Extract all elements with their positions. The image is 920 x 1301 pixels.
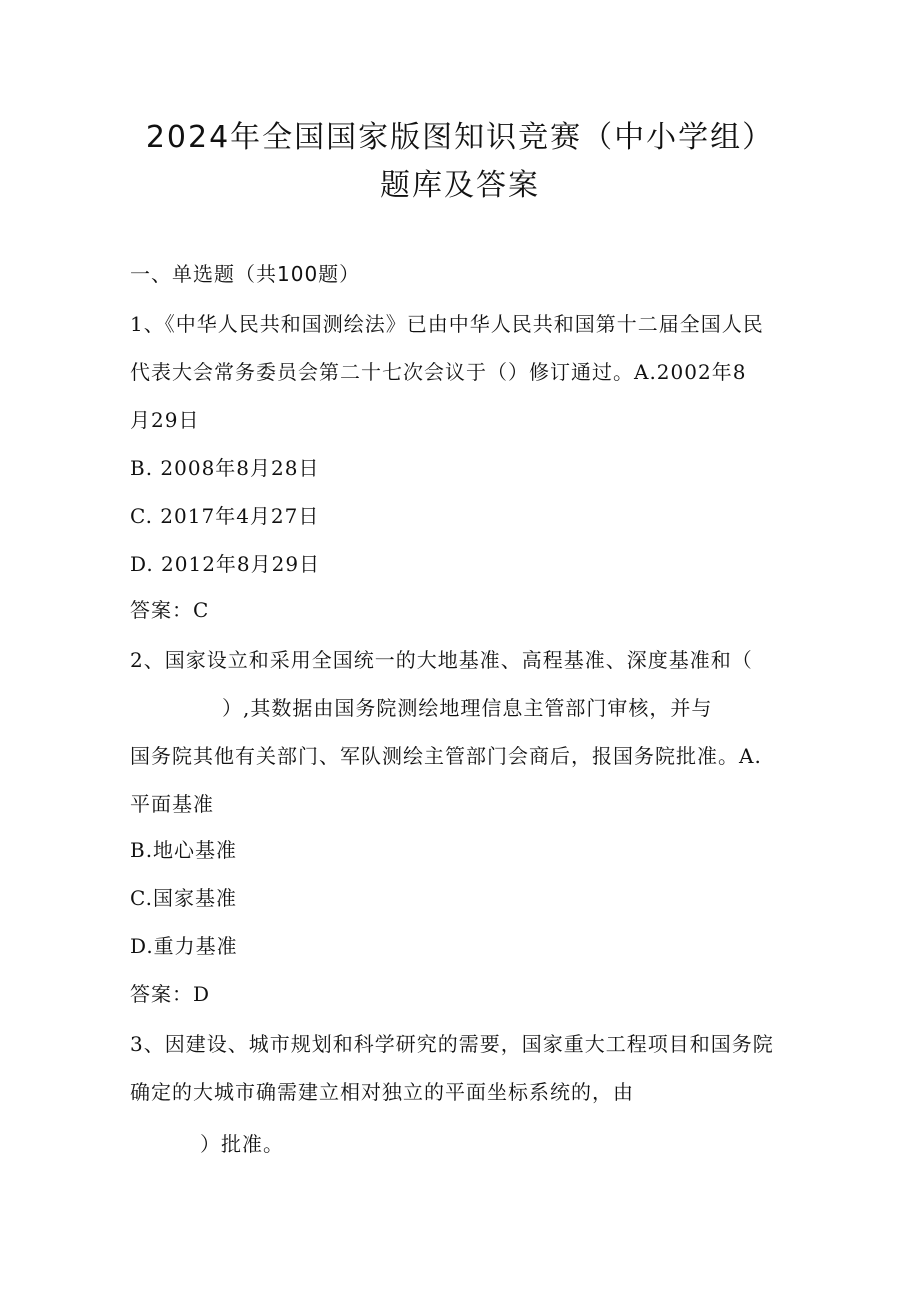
question-2-option-b: B.地心基准: [130, 838, 238, 862]
question-1-option-d: D. 2012年8月29日: [130, 552, 321, 576]
question-1-answer: 答案：C: [130, 598, 210, 622]
question-1-line-3: 月29日: [130, 408, 200, 432]
section-heading: 一、单选题（共100题）: [130, 262, 361, 286]
question-1-line-2: 代表大会常务委员会第二十七次会议于（）修订通过。A.2002年8: [130, 360, 747, 384]
document-title-line-2: 题库及答案: [380, 168, 540, 203]
question-2-line-1: 2、国家设立和采用全国统一的大地基准、高程基准、深度基准和（: [130, 648, 753, 672]
question-1-option-c: C. 2017年4月27日: [130, 504, 320, 528]
question-2-line-2: ）,其数据由国务院测绘地理信息主管部门审核，并与: [222, 696, 713, 720]
question-3-line-2: 确定的大城市确需建立相对独立的平面坐标系统的，由: [130, 1080, 634, 1104]
question-1-option-b: B. 2008年8月28日: [130, 456, 320, 480]
question-2-option-c: C.国家基准: [130, 886, 237, 910]
question-2-option-d: D.重力基准: [130, 934, 238, 958]
question-2-line-3: 国务院其他有关部门、军队测绘主管部门会商后，报国务院批准。A.: [130, 744, 762, 768]
question-3-line-1: 3、因建设、城市规划和科学研究的需要，国家重大工程项目和国务院: [130, 1032, 774, 1056]
question-2-line-4: 平面基准: [130, 792, 214, 816]
question-1-line-1: 1、《中华人民共和国测绘法》已由中华人民共和国第十二届全国人民: [130, 312, 764, 336]
document-title-line-1: 2024年全国国家版图知识竞赛（中小学组）: [145, 120, 775, 155]
question-3-line-3: ）批准。: [200, 1132, 284, 1156]
question-2-answer: 答案：D: [130, 982, 211, 1006]
